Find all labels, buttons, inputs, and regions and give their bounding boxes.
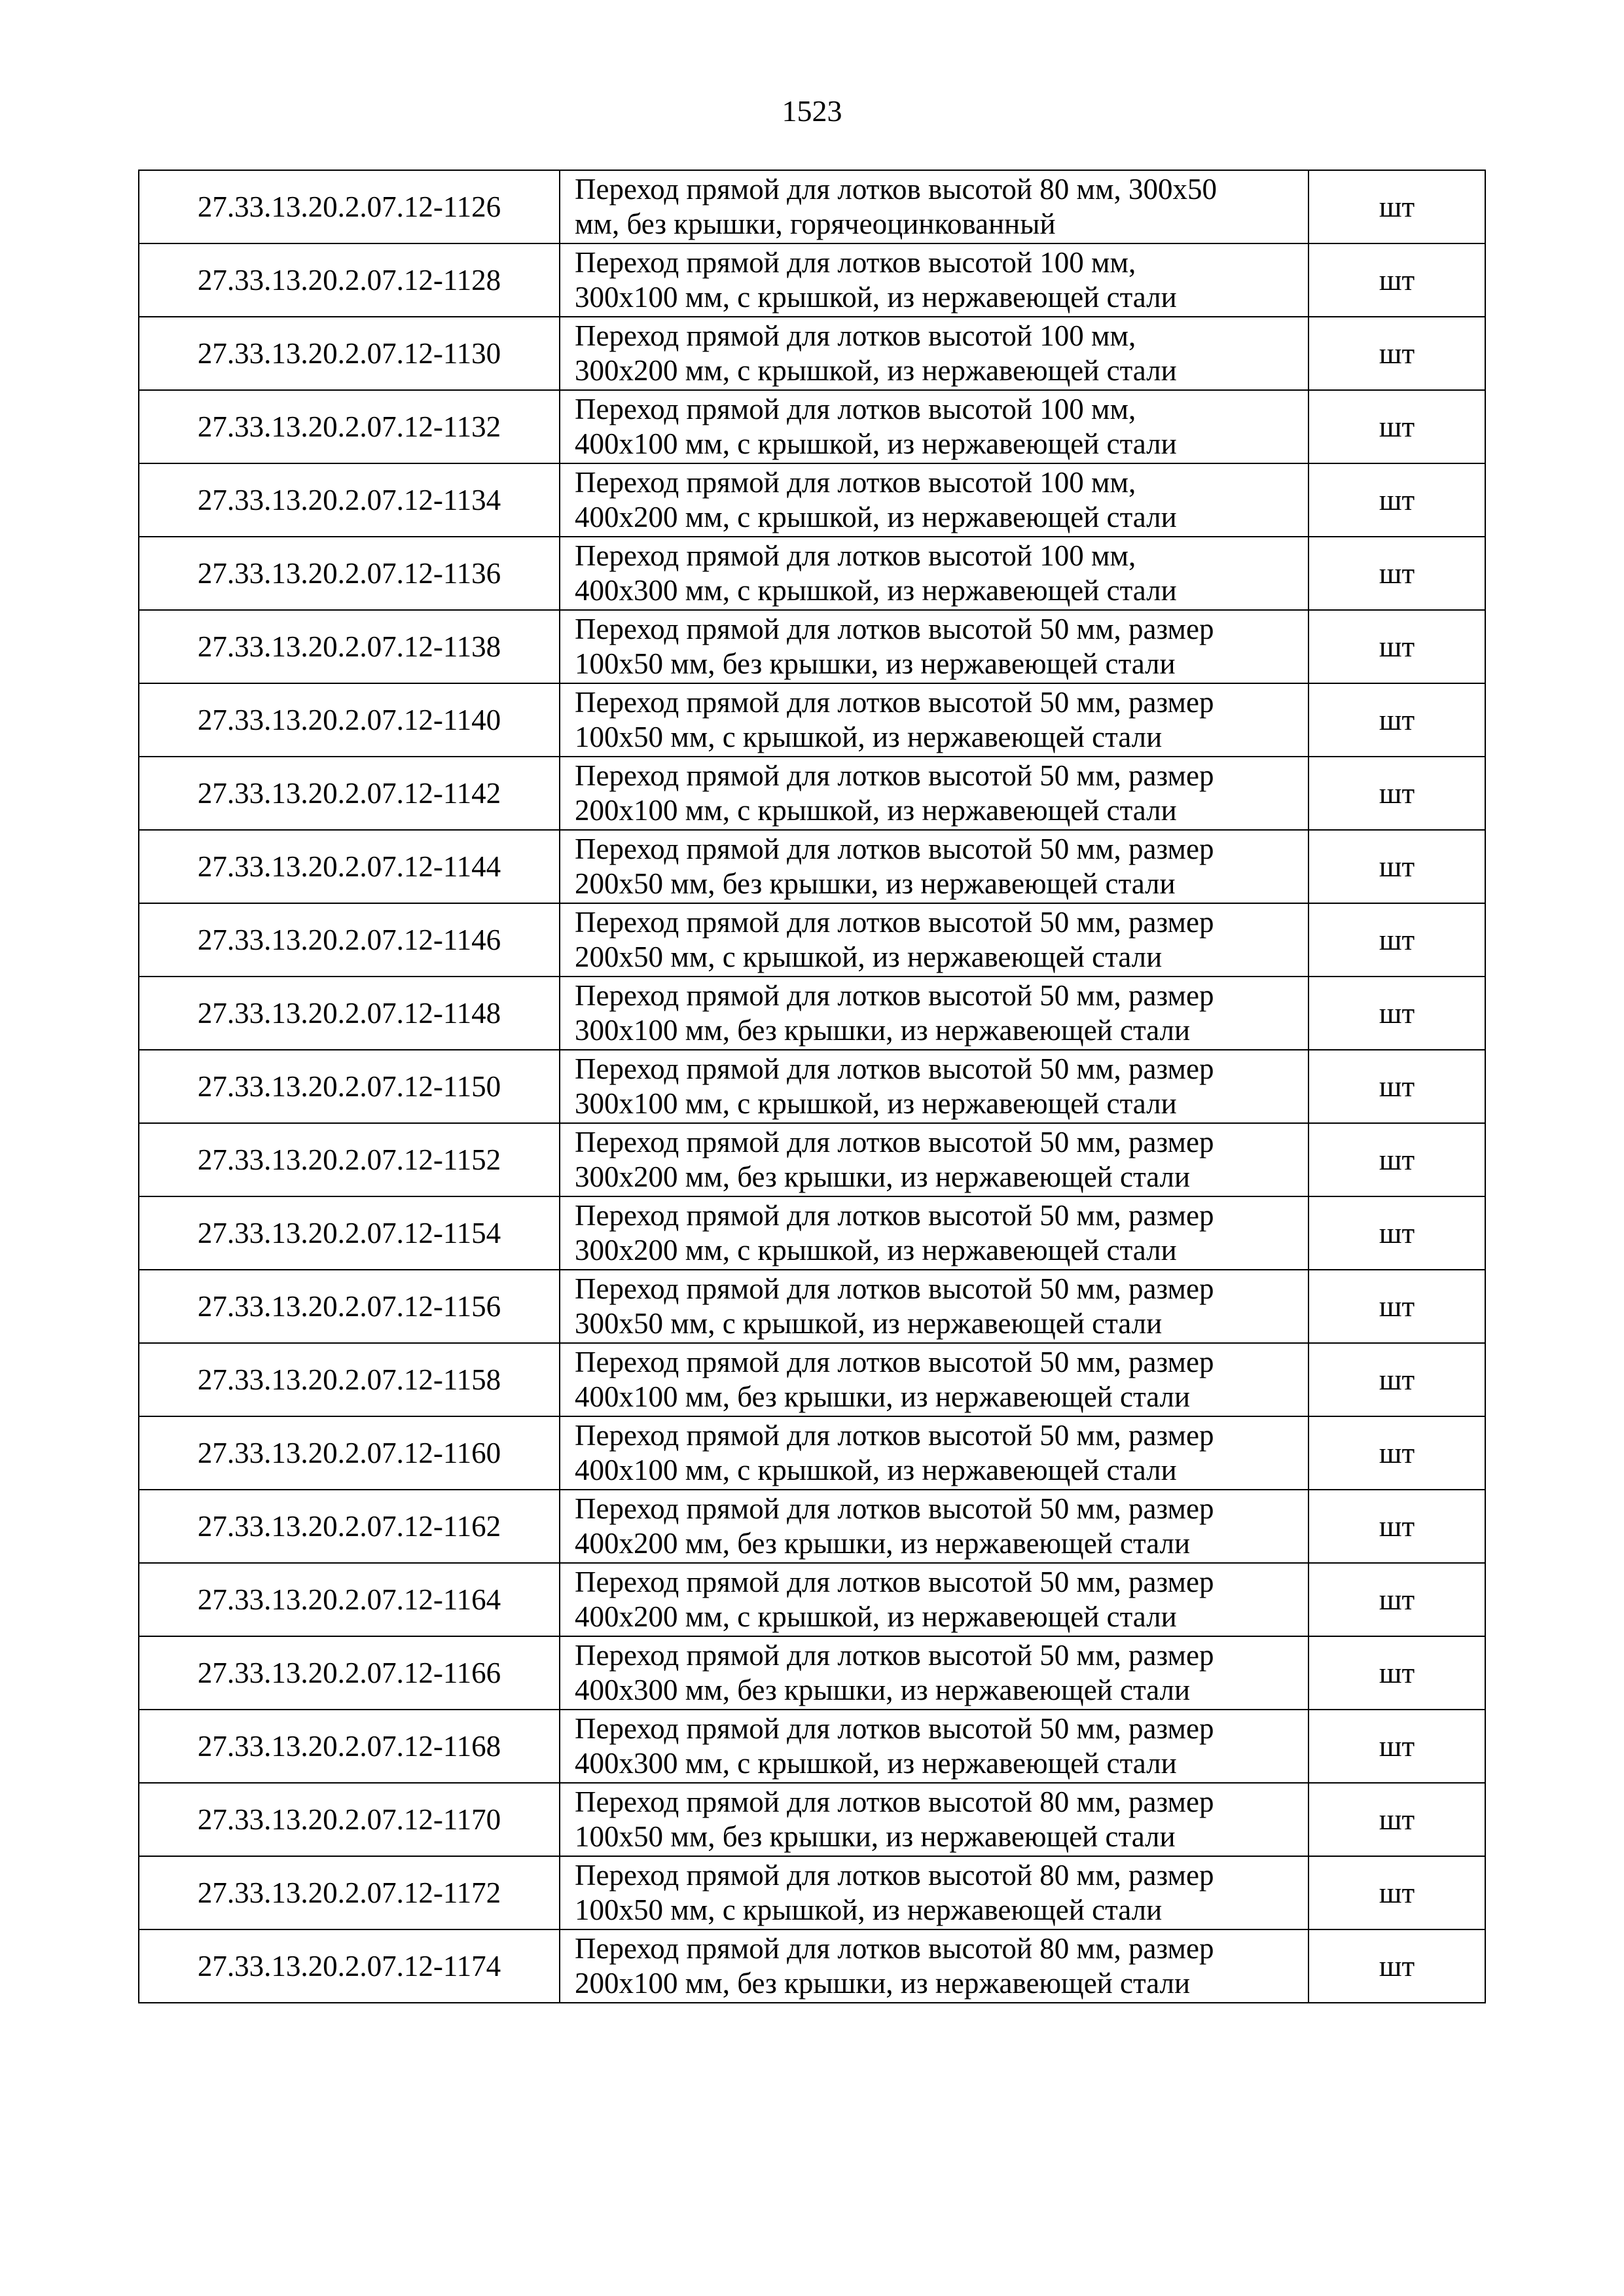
item-unit-cell: шт [1308, 1710, 1485, 1783]
item-code-cell: 27.33.13.20.2.07.12-1146 [139, 903, 560, 977]
item-description-line: Переход прямой для лотков высотой 100 мм, [575, 246, 1136, 279]
item-code-cell: 27.33.13.20.2.07.12-1140 [139, 683, 560, 757]
item-description-line: 100х50 мм, с крышкой, из нержавеющей стали [575, 721, 1163, 753]
table-row [139, 1050, 1485, 1123]
item-description-cell [560, 1123, 1308, 1196]
table-row [139, 1783, 1485, 1856]
item-description-line: Переход прямой для лотков высотой 50 мм, размер [575, 1419, 1214, 1452]
item-code-cell: 27.33.13.20.2.07.12-1172 [139, 1856, 560, 1929]
item-description-cell [560, 1416, 1308, 1490]
item-code-cell: 27.33.13.20.2.07.12-1162 [139, 1490, 560, 1563]
item-description-line: 300х200 мм, без крышки, из нержавеющей стали [575, 1160, 1191, 1193]
item-description-line: Переход прямой для лотков высотой 50 мм, размер [575, 1126, 1214, 1158]
item-description-line: 100х50 мм, без крышки, из нержавеющей стали [575, 647, 1176, 680]
item-description-line: 200х50 мм, без крышки, из нержавеющей стали [575, 867, 1176, 900]
item-unit-cell: шт [1308, 1490, 1485, 1563]
table-row [139, 1563, 1485, 1636]
item-description-cell [560, 317, 1308, 390]
item-description-line: Переход прямой для лотков высотой 50 мм, размер [575, 1272, 1214, 1305]
table-row [139, 1196, 1485, 1270]
catalog-table-body [139, 170, 1485, 2003]
item-code-cell: 27.33.13.20.2.07.12-1164 [139, 1563, 560, 1636]
item-description-line: Переход прямой для лотков высотой 100 мм, [575, 539, 1136, 572]
item-unit-cell: шт [1308, 1636, 1485, 1710]
item-description-line: 300х100 мм, с крышкой, из нержавеющей стали [575, 281, 1177, 314]
page-number: 1523 [782, 94, 842, 128]
item-description-line: Переход прямой для лотков высотой 100 мм, [575, 466, 1136, 499]
item-unit-cell: шт [1308, 243, 1485, 317]
table-row [139, 1490, 1485, 1563]
item-unit-cell: шт [1308, 463, 1485, 537]
item-description-line: 400х300 мм, с крышкой, из нержавеющей стали [575, 1747, 1177, 1780]
item-description-line: 400х200 мм, с крышкой, из нержавеющей стали [575, 501, 1177, 533]
item-description-cell [560, 977, 1308, 1050]
item-description-line: Переход прямой для лотков высотой 50 мм, размер [575, 833, 1214, 865]
item-description-cell [560, 1710, 1308, 1783]
item-code-cell: 27.33.13.20.2.07.12-1130 [139, 317, 560, 390]
item-code-cell: 27.33.13.20.2.07.12-1150 [139, 1050, 560, 1123]
item-code-cell: 27.33.13.20.2.07.12-1134 [139, 463, 560, 537]
item-description-line: Переход прямой для лотков высотой 80 мм, размер [575, 1859, 1214, 1892]
table-row [139, 610, 1485, 683]
item-code-cell: 27.33.13.20.2.07.12-1166 [139, 1636, 560, 1710]
item-unit-cell: шт [1308, 1416, 1485, 1490]
item-unit-cell: шт [1308, 683, 1485, 757]
item-description-line: Переход прямой для лотков высотой 50 мм, размер [575, 1199, 1214, 1232]
item-code-cell: 27.33.13.20.2.07.12-1158 [139, 1343, 560, 1416]
item-description-line: Переход прямой для лотков высотой 80 мм, размер [575, 1932, 1214, 1965]
item-code-cell: 27.33.13.20.2.07.12-1142 [139, 757, 560, 830]
item-description-line: 100х50 мм, с крышкой, из нержавеющей стали [575, 1893, 1163, 1926]
item-description-line: Переход прямой для лотков высотой 50 мм, размер [575, 1346, 1214, 1378]
table-row [139, 1123, 1485, 1196]
item-description-line: 200х50 мм, с крышкой, из нержавеющей стали [575, 941, 1163, 973]
item-unit-cell: шт [1308, 830, 1485, 903]
item-code-cell: 27.33.13.20.2.07.12-1152 [139, 1123, 560, 1196]
item-unit-cell: шт [1308, 1783, 1485, 1856]
item-unit-cell: шт [1308, 1270, 1485, 1343]
item-description-line: 300х200 мм, с крышкой, из нержавеющей стали [575, 1234, 1177, 1266]
item-description-cell [560, 1856, 1308, 1929]
table-row [139, 390, 1485, 463]
table-row [139, 683, 1485, 757]
item-description-line: Переход прямой для лотков высотой 50 мм, размер [575, 1492, 1214, 1525]
item-description-line: 400х100 мм, с крышкой, из нержавеющей стали [575, 1454, 1177, 1486]
item-description-cell [560, 1636, 1308, 1710]
item-description-line: Переход прямой для лотков высотой 50 мм, размер [575, 1639, 1214, 1672]
table-row [139, 537, 1485, 610]
item-code-cell: 27.33.13.20.2.07.12-1168 [139, 1710, 560, 1783]
table-row [139, 1270, 1485, 1343]
table-row [139, 243, 1485, 317]
item-description-cell [560, 1343, 1308, 1416]
item-unit-cell: шт [1308, 903, 1485, 977]
item-unit-cell: шт [1308, 1856, 1485, 1929]
table-row [139, 1856, 1485, 1929]
item-code-cell: 27.33.13.20.2.07.12-1148 [139, 977, 560, 1050]
item-code-cell: 27.33.13.20.2.07.12-1144 [139, 830, 560, 903]
item-description-line: 200х100 мм, без крышки, из нержавеющей стали [575, 1967, 1191, 2000]
item-unit-cell: шт [1308, 757, 1485, 830]
item-description-line: Переход прямой для лотков высотой 80 мм, размер [575, 1785, 1214, 1818]
item-description-line: Переход прямой для лотков высотой 50 мм, размер [575, 613, 1214, 645]
item-unit-cell: шт [1308, 170, 1485, 243]
item-unit-cell: шт [1308, 977, 1485, 1050]
item-description-cell [560, 390, 1308, 463]
item-description-cell [560, 1270, 1308, 1343]
item-unit-cell: шт [1308, 1196, 1485, 1270]
item-description-line: Переход прямой для лотков высотой 100 мм, [575, 319, 1136, 352]
item-unit-cell: шт [1308, 317, 1485, 390]
item-description-line: мм, без крышки, горячеоцинкованный [575, 207, 1056, 240]
item-description-line: Переход прямой для лотков высотой 50 мм, размер [575, 1566, 1214, 1598]
item-description-line: Переход прямой для лотков высотой 80 мм, 300х50 [575, 173, 1217, 206]
table-row [139, 903, 1485, 977]
item-description-cell [560, 1783, 1308, 1856]
item-description-cell [560, 1563, 1308, 1636]
item-description-line: 100х50 мм, без крышки, из нержавеющей стали [575, 1820, 1176, 1853]
item-unit-cell: шт [1308, 610, 1485, 683]
item-description-cell [560, 463, 1308, 537]
item-description-cell [560, 610, 1308, 683]
item-description-line: Переход прямой для лотков высотой 50 мм, размер [575, 1712, 1214, 1745]
table-row [139, 1929, 1485, 2003]
item-unit-cell: шт [1308, 1123, 1485, 1196]
table-row [139, 317, 1485, 390]
item-description-line: Переход прямой для лотков высотой 50 мм, размер [575, 979, 1214, 1012]
item-description-line: 400х300 мм, с крышкой, из нержавеющей стали [575, 574, 1177, 607]
item-description-line: Переход прямой для лотков высотой 50 мм, размер [575, 759, 1214, 792]
item-description-cell [560, 243, 1308, 317]
item-description-cell [560, 1196, 1308, 1270]
item-code-cell: 27.33.13.20.2.07.12-1156 [139, 1270, 560, 1343]
item-description-cell [560, 683, 1308, 757]
item-description-cell [560, 1929, 1308, 2003]
item-description-cell [560, 537, 1308, 610]
item-description-cell [560, 903, 1308, 977]
item-unit-cell: шт [1308, 390, 1485, 463]
item-description-line: Переход прямой для лотков высотой 100 мм, [575, 393, 1136, 425]
item-code-cell: 27.33.13.20.2.07.12-1174 [139, 1929, 560, 2003]
item-code-cell: 27.33.13.20.2.07.12-1170 [139, 1783, 560, 1856]
item-description-line: 300х100 мм, без крышки, из нержавеющей стали [575, 1014, 1191, 1047]
table-row [139, 977, 1485, 1050]
item-unit-cell: шт [1308, 1929, 1485, 2003]
item-description-cell [560, 170, 1308, 243]
item-description-cell [560, 1050, 1308, 1123]
item-unit-cell: шт [1308, 537, 1485, 610]
item-code-cell: 27.33.13.20.2.07.12-1136 [139, 537, 560, 610]
item-description-line: Переход прямой для лотков высотой 50 мм, размер [575, 686, 1214, 719]
item-code-cell: 27.33.13.20.2.07.12-1154 [139, 1196, 560, 1270]
item-unit-cell: шт [1308, 1563, 1485, 1636]
item-description-line: 300х50 мм, с крышкой, из нержавеющей стали [575, 1307, 1163, 1340]
item-code-cell: 27.33.13.20.2.07.12-1160 [139, 1416, 560, 1490]
item-description-line: 400х100 мм, с крышкой, из нержавеющей стали [575, 427, 1177, 460]
table-row [139, 757, 1485, 830]
table-row [139, 170, 1485, 243]
item-code-cell: 27.33.13.20.2.07.12-1126 [139, 170, 560, 243]
item-code-cell: 27.33.13.20.2.07.12-1132 [139, 390, 560, 463]
item-unit-cell: шт [1308, 1050, 1485, 1123]
table-row [139, 463, 1485, 537]
table-row [139, 1710, 1485, 1783]
table-row [139, 1416, 1485, 1490]
item-description-cell [560, 830, 1308, 903]
table-row [139, 830, 1485, 903]
item-description-line: 400х100 мм, без крышки, из нержавеющей стали [575, 1380, 1191, 1413]
item-code-cell: 27.33.13.20.2.07.12-1128 [139, 243, 560, 317]
item-description-line: Переход прямой для лотков высотой 50 мм, размер [575, 1052, 1214, 1085]
item-description-line: 300х200 мм, с крышкой, из нержавеющей стали [575, 354, 1177, 387]
table-row [139, 1343, 1485, 1416]
item-description-cell [560, 1490, 1308, 1563]
item-description-line: 300х100 мм, с крышкой, из нержавеющей стали [575, 1087, 1177, 1120]
item-description-line: 400х300 мм, без крышки, из нержавеющей стали [575, 1674, 1191, 1706]
item-description-line: Переход прямой для лотков высотой 50 мм, размер [575, 906, 1214, 939]
item-description-line: 400х200 мм, с крышкой, из нержавеющей стали [575, 1600, 1177, 1633]
item-description-cell [560, 757, 1308, 830]
table-row [139, 1636, 1485, 1710]
catalog-table [138, 170, 1486, 2003]
item-description-line: 200х100 мм, с крышкой, из нержавеющей стали [575, 794, 1177, 827]
item-description-line: 400х200 мм, без крышки, из нержавеющей стали [575, 1527, 1191, 1560]
item-code-cell: 27.33.13.20.2.07.12-1138 [139, 610, 560, 683]
item-unit-cell: шт [1308, 1343, 1485, 1416]
